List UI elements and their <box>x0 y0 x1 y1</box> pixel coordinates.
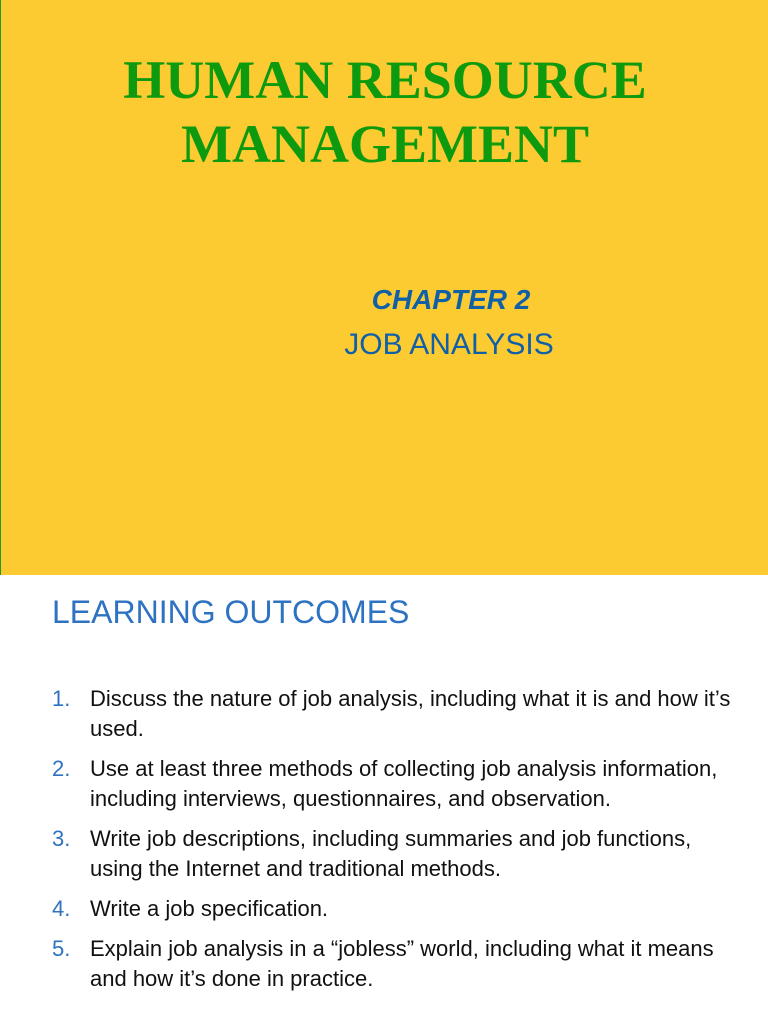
outcome-text: Use at least three methods of collecting job analysis information, including interviews, questionnaires, and observation. <box>90 756 718 811</box>
outcome-item <box>52 824 732 884</box>
outcome-item <box>52 894 732 924</box>
outcome-number: 2. <box>52 756 71 781</box>
outcome-text: Write a job specification. <box>90 896 329 921</box>
outcome-text: Write job descriptions, including summaries and job functions, using the Internet and traditional methods. <box>90 826 692 881</box>
learning-outcomes-slide <box>0 576 768 1024</box>
outcome-text: Explain job analysis in a “jobless” world, including what it means and how it’s done in practice. <box>90 936 714 991</box>
main-title-line-1: HUMAN RESOURCE <box>123 50 647 110</box>
outcome-number: 4. <box>52 896 71 921</box>
chapter-subtitle: JOB ANALYSIS <box>344 328 554 361</box>
outcome-number: 1. <box>52 686 71 711</box>
outcome-item <box>52 934 732 994</box>
learning-outcomes-list <box>52 684 732 1004</box>
outcome-number: 5. <box>52 936 71 961</box>
chapter-label: CHAPTER 2 <box>371 284 531 315</box>
outcome-item <box>52 684 732 744</box>
main-title-line-2: MANAGEMENT <box>181 114 589 174</box>
learning-outcomes-heading: LEARNING OUTCOMES <box>52 594 410 630</box>
outcome-text: Discuss the nature of job analysis, including what it is and how it’s used. <box>90 686 731 741</box>
outcome-number: 3. <box>52 826 71 851</box>
outcome-item <box>52 754 732 814</box>
main-title <box>1 48 768 176</box>
